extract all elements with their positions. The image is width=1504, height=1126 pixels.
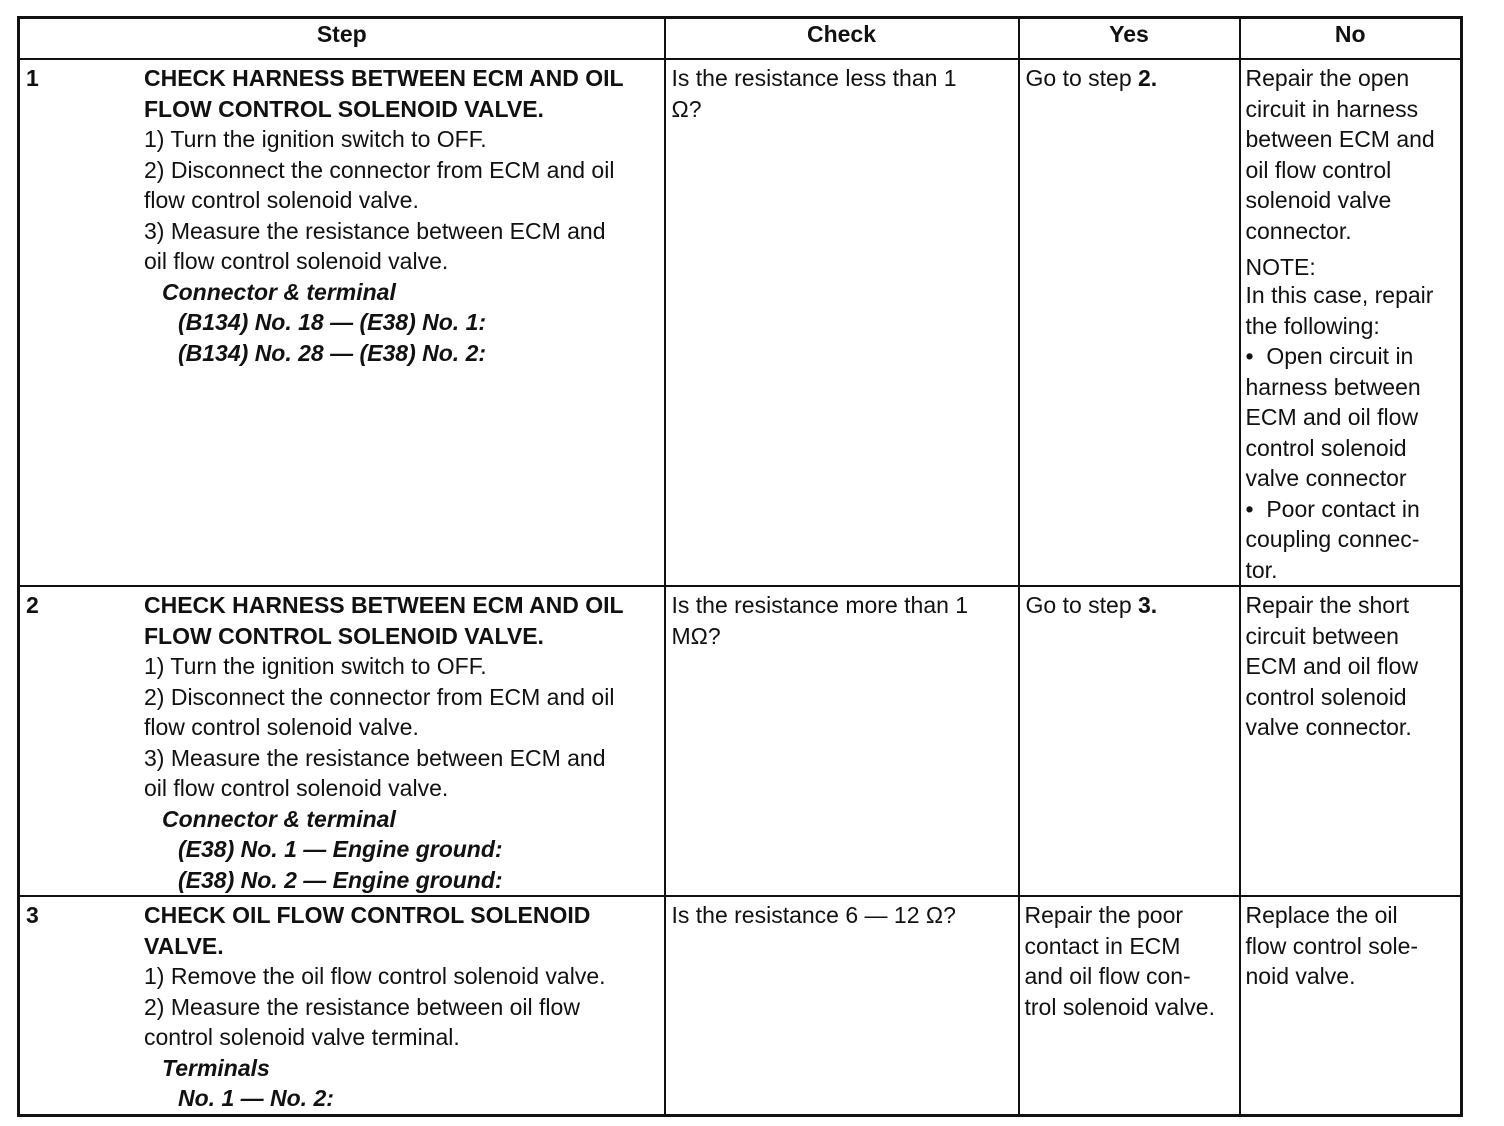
no-text: circuit between: [1245, 622, 1399, 649]
no-cell: [1240, 59, 1462, 586]
diagnosis-table: [17, 16, 1463, 1117]
step-cell: [19, 59, 665, 586]
connector-line: (E38) No. 2 — Engine ground:: [178, 866, 503, 893]
step-instruction: flow control solenoid valve.: [144, 187, 419, 213]
step-cell: [19, 896, 665, 1115]
note-text: In this case, repair: [1245, 282, 1434, 308]
check-cell: [665, 586, 1019, 896]
check-text: Is the resistance less than 1: [671, 65, 957, 91]
header-step: Step: [19, 18, 665, 60]
no-text: flow control sole-: [1245, 932, 1419, 959]
check-text: MΩ?: [671, 622, 721, 649]
note-text: the following:: [1245, 312, 1380, 339]
step-number: 3: [26, 902, 39, 928]
no-cell: [1240, 586, 1462, 896]
step-title: CHECK OIL FLOW CONTROL SOLENOID VALVE.: [144, 902, 591, 959]
no-text: valve connector.: [1245, 714, 1412, 740]
no-text: connector.: [1245, 217, 1352, 244]
check-cell: [665, 896, 1019, 1115]
table-row: [19, 586, 1462, 896]
table-row: [19, 896, 1462, 1115]
note-bullet: • Poor contact in coupling connec- tor.: [1246, 494, 1457, 586]
yes-text: trol solenoid valve.: [1024, 993, 1215, 1020]
step-instruction: oil flow control solenoid valve.: [144, 248, 449, 274]
check-text: Is the resistance more than 1: [671, 592, 969, 618]
step-number: 2: [26, 592, 39, 618]
yes-cell: [1019, 896, 1240, 1115]
step-title: CHECK HARNESS BETWEEN ECM AND OIL FLOW CONTROL SOLENOID VALVE.: [144, 592, 624, 649]
yes-text: Go to step: [1025, 65, 1139, 91]
connector-line: (B134) No. 28 — (E38) No. 2:: [178, 339, 487, 366]
step-instruction: 2) Disconnect the connector from ECM and oil: [144, 156, 615, 183]
step-number: 1: [26, 65, 39, 91]
yes-cell: [1019, 586, 1240, 896]
connector-title: Terminals: [162, 1054, 270, 1081]
step-instruction: 3) Measure the resistance between ECM and: [144, 217, 606, 244]
step-instruction: 1) Turn the ignition switch to OFF.: [144, 126, 487, 152]
no-cell: [1240, 896, 1462, 1115]
yes-text: Repair the poor: [1024, 902, 1184, 928]
yes-text: contact in ECM: [1024, 932, 1181, 959]
header-yes: Yes: [1019, 18, 1240, 60]
note-title: NOTE:: [1245, 254, 1316, 280]
step-instruction: 2) Disconnect the connector from ECM and oil: [144, 683, 615, 710]
step-title: CHECK HARNESS BETWEEN ECM AND OIL FLOW CONTROL SOLENOID VALVE.: [144, 65, 624, 122]
no-text: Repair the short: [1245, 592, 1410, 618]
step-instruction: oil flow control solenoid valve.: [144, 775, 449, 801]
connector-title: Connector & terminal: [162, 278, 396, 305]
no-text: solenoid valve: [1245, 187, 1392, 213]
no-text: control solenoid: [1245, 683, 1407, 710]
no-text: circuit in harness: [1245, 95, 1419, 122]
no-text: ECM and oil flow: [1245, 653, 1419, 679]
step-instruction: 3) Measure the resistance between ECM and: [144, 744, 606, 771]
table-header-row: [19, 18, 1462, 60]
yes-cell: [1019, 59, 1240, 586]
check-text: Ω?: [671, 95, 702, 122]
header-check: Check: [665, 18, 1019, 60]
step-instruction: 1) Remove the oil flow control solenoid valve.: [144, 963, 606, 989]
no-text: noid valve.: [1245, 963, 1356, 989]
step-instruction: 2) Measure the resistance between oil flow: [144, 993, 580, 1020]
no-text: between ECM and: [1245, 126, 1435, 152]
no-text: oil flow control: [1245, 156, 1392, 183]
yes-text: and oil flow con-: [1024, 963, 1191, 989]
step-cell: [19, 586, 665, 896]
step-instruction: flow control solenoid valve.: [144, 714, 419, 740]
no-text: Replace the oil: [1245, 902, 1398, 928]
note-bullet: • Open circuit in harness between ECM and oil flow control solenoid valve connector: [1246, 341, 1457, 494]
step-instruction: 1) Turn the ignition switch to OFF.: [144, 653, 487, 679]
step-instruction: control solenoid valve terminal.: [144, 1024, 460, 1050]
connector-line: (E38) No. 1 — Engine ground:: [178, 836, 503, 862]
no-text: Repair the open: [1245, 65, 1410, 91]
yes-text: Go to step: [1025, 592, 1139, 618]
yes-step-ref: 2.: [1138, 65, 1158, 91]
yes-step-ref: 3.: [1138, 592, 1158, 618]
connector-line: No. 1 — No. 2:: [178, 1085, 334, 1111]
header-no: No: [1240, 18, 1462, 60]
check-cell: [665, 59, 1019, 586]
table-row: [19, 59, 1462, 586]
check-text: Is the resistance 6 — 12 Ω?: [671, 902, 956, 928]
connector-title: Connector & terminal: [162, 805, 396, 832]
connector-line: (B134) No. 18 — (E38) No. 1:: [178, 309, 487, 335]
